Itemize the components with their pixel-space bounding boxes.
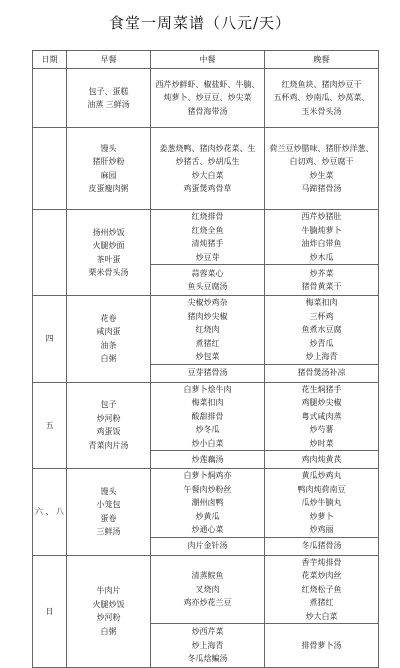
menu-table — [32, 50, 379, 668]
dish-item: 鸡腿炒尖椒 — [301, 398, 342, 407]
dish-item: 炒青瓜 — [309, 338, 334, 348]
dinner-extra-cell — [265, 451, 379, 469]
dish-item: 鸡亦炒花兰豆 — [183, 598, 232, 607]
dish-item: 清炖猪手 — [191, 239, 224, 248]
day-label: 四 — [33, 296, 67, 383]
dish-item: 油炸白带鱼 — [301, 239, 342, 248]
lunch-cell — [151, 469, 265, 538]
dish-item: 炒鸡丽 — [309, 525, 334, 534]
dish-item: 包子 — [100, 400, 117, 410]
dish-item: 西芹炒猪肚 — [301, 212, 342, 221]
dinner-extra-cell — [265, 364, 379, 382]
dish-item: 火腿炒饭 — [92, 599, 125, 609]
dish-item: 炖萝卜、炒豆豆、炒尖菜 — [163, 93, 252, 103]
menu-body — [33, 69, 379, 668]
dinner-cell — [265, 296, 379, 365]
dish-item: 红烧松子鱼 — [301, 584, 342, 594]
breakfast-cell — [67, 210, 151, 296]
dish-item: 花菜炒肉丝 — [301, 571, 342, 580]
dinner-cell — [265, 210, 379, 265]
day-row — [33, 69, 379, 128]
dish-item: 猪肝炒粉 — [92, 157, 125, 166]
dish-item: 栗米骨头汤 — [88, 268, 129, 277]
dish-item: 猪骨煲汤补凉 — [297, 368, 346, 378]
day-label — [33, 210, 67, 296]
dish-item: 油条 — [100, 340, 117, 350]
dish-item: 潮州卤鸭 — [191, 498, 224, 507]
lunch-extra-cell — [151, 451, 265, 469]
dish-item: 白萝卜烩牛肉 — [183, 384, 232, 394]
dish-item: 炒时菜 — [309, 438, 334, 448]
breakfast-cell — [67, 128, 151, 210]
dish-item: 瓜炒牛腩丸 — [301, 498, 342, 507]
dish-item: 炒芍薯 — [309, 425, 334, 434]
dish-item: 火腿炒面 — [92, 241, 125, 250]
lunch-extra-cell — [151, 624, 265, 668]
dish-item: 梅菜扣肉 — [191, 398, 224, 407]
breakfast-cell — [67, 555, 151, 668]
dish-item: 猪骨黄菜干 — [301, 282, 342, 291]
dish-item: 鸡蛋煲鸡骨草 — [183, 184, 232, 193]
day-row — [33, 210, 379, 265]
day-label — [33, 69, 67, 128]
dish-item: 青菜肉片汤 — [88, 440, 129, 450]
dish-item: 炒冬瓜 — [195, 425, 220, 434]
breakfast-cell — [67, 469, 151, 556]
header-breakfast: 早餐 — [67, 51, 151, 69]
dish-item: 三杯鸡 — [309, 311, 334, 321]
dish-item: 西芹炒鲜虾、椒盐虾、牛腩、 — [155, 79, 260, 89]
dish-item: 姜葱烧鸭、猪肉炒花菜、生 — [159, 143, 256, 153]
dish-item: 炒大白菜 — [305, 611, 338, 621]
dinner-extra-cell — [265, 537, 379, 555]
dish-item: 炒包菜 — [195, 352, 220, 361]
dish-item: 炒萝卜 — [309, 511, 334, 521]
dish-item: 炒小白菜 — [191, 438, 224, 448]
dish-item: 香芋炖排骨 — [301, 557, 342, 567]
dish-item: 馒头 — [100, 486, 117, 496]
dish-item: 清蒸鲩鱼 — [191, 571, 224, 580]
header-lunch: 中餐 — [151, 51, 265, 69]
dish-item: 皮蛋瘦肉粥 — [88, 184, 129, 193]
dish-item: 酸甜排骨 — [191, 411, 224, 421]
dish-item: 五杯鸡、炒南瓜、炒莴菜、 — [273, 93, 370, 103]
dish-item: 炒芥菜 — [309, 268, 334, 278]
lunch-cell — [151, 296, 265, 365]
dish-item: 炒猪舌、炒胡瓜生 — [175, 157, 240, 166]
dish-item: 午餐肉炒粉丝 — [183, 484, 232, 494]
dish-item: 玉米骨头汤 — [301, 106, 342, 116]
dish-item: 梅菜扣肉 — [305, 298, 338, 307]
dinner-cell — [265, 382, 379, 451]
day-row — [33, 128, 379, 210]
dinner-cell — [265, 128, 379, 210]
dish-item: 咸肉蛋 — [96, 327, 121, 337]
dish-item: 馒头 — [100, 143, 117, 153]
page-title: 食堂一周菜谱（八元/天） — [108, 14, 292, 32]
dish-item: 尖椒炒鸡杂 — [187, 298, 228, 307]
dinner-extra-cell — [265, 624, 379, 668]
header-date: 日期 — [33, 51, 67, 69]
lunch-extra-cell — [151, 265, 265, 296]
dish-item: 猪肉炒尖椒 — [187, 311, 228, 321]
dish-item: 炒大白菜 — [191, 170, 224, 180]
day-row — [33, 296, 379, 365]
dish-item: 牛腩炖萝卜 — [301, 225, 342, 235]
dish-item: 炒豆芽 — [195, 252, 220, 262]
dish-item: 白粥 — [100, 354, 117, 364]
day-label: 六 、 八 — [33, 469, 67, 556]
breakfast-cell — [67, 296, 151, 383]
dish-item: 炒河粉 — [96, 413, 121, 423]
lunch-cell — [151, 128, 265, 210]
lunch-extra-cell — [151, 364, 265, 382]
dish-item: 炒上海青 — [191, 640, 224, 650]
dish-item: 鱼头豆腐汤 — [187, 282, 228, 291]
dish-item: 冬瓜焓鳊汤 — [187, 654, 228, 664]
dish-item: 鸡肉炖黄芪 — [301, 454, 342, 464]
dish-item: 马蹄猪骨汤 — [301, 184, 342, 193]
dish-item: 蒜蓉菜心 — [191, 268, 224, 278]
dish-item: 炒黄瓜 — [195, 511, 220, 521]
dinner-cell — [265, 69, 379, 128]
dish-item: 白萝卜焖鸡亦 — [183, 471, 232, 480]
breakfast-cell — [67, 69, 151, 128]
lunch-extra-cell — [151, 537, 265, 555]
dish-item: 小笼包 — [96, 500, 121, 510]
dish-item: 煮猪红 — [195, 338, 220, 348]
dish-item: 排骨萝卜汤 — [301, 640, 342, 650]
dish-item: 花生焖猪手 — [301, 384, 342, 394]
dish-item: 炒河粉 — [96, 613, 121, 623]
dish-item: 炒西芹菜 — [191, 627, 224, 637]
dish-item: 红烧鱼块、猪肉炒豆干 — [281, 79, 362, 89]
dish-item: 煮猪红 — [309, 598, 334, 607]
dish-item: 麻园 — [100, 170, 117, 180]
day-row — [33, 555, 379, 624]
dish-item: 炒莲藕汤 — [191, 454, 224, 464]
dish-item: 油蒸 三鲜汤 — [87, 100, 130, 109]
day-label: 五 — [33, 382, 67, 469]
dinner-cell — [265, 555, 379, 624]
dish-item: 鸡蛋饭 — [96, 427, 121, 437]
header-dinner: 晚餐 — [265, 51, 379, 69]
lunch-cell — [151, 382, 265, 451]
dish-item: 包子、蛋糕 — [88, 86, 129, 96]
dish-item: 粤式咸肉蒸 — [301, 411, 342, 421]
dish-item: 冬瓜猪骨汤 — [301, 541, 342, 551]
dinner-extra-cell — [265, 265, 379, 296]
dish-item: 炒木瓜 — [309, 252, 334, 262]
dish-item: 白粥 — [100, 626, 117, 636]
header-row — [33, 51, 379, 69]
dish-item: 扬州炒饭 — [92, 227, 125, 237]
dish-item: 红烧排骨 — [191, 212, 224, 221]
dish-item: 豆芽猪骨汤 — [187, 368, 228, 378]
day-row — [33, 382, 379, 451]
dish-item: 炒生菜 — [309, 170, 334, 180]
dish-item: 白切鸡、炒豆腐干 — [289, 157, 354, 166]
day-row — [33, 469, 379, 538]
dish-item: 三鲜汤 — [96, 527, 121, 537]
dish-item: 鸭肉炖荷南豆 — [297, 484, 346, 494]
dish-item: 炒通心菜 — [191, 525, 224, 534]
day-label: 日 — [33, 555, 67, 668]
lunch-cell — [151, 555, 265, 624]
dish-item: 叉烧肉 — [195, 584, 220, 594]
breakfast-cell — [67, 382, 151, 469]
dish-item: 炒上海青 — [305, 352, 338, 361]
dish-item: 红烧肉 — [195, 325, 220, 334]
dish-item: 蛋卷 — [100, 513, 117, 523]
dish-item: 猪骨海带汤 — [187, 106, 228, 116]
dish-item: 肉片金针汤 — [187, 541, 228, 551]
dish-item: 牛肉片 — [96, 586, 121, 596]
dish-item: 花卷 — [100, 313, 117, 323]
dish-item: 鱼煮水豆腐 — [301, 325, 342, 334]
dinner-cell — [265, 469, 379, 538]
lunch-cell — [151, 69, 265, 128]
dish-item: 红烧全鱼 — [191, 225, 224, 235]
lunch-cell — [151, 210, 265, 265]
day-label — [33, 128, 67, 210]
dish-item: 荷兰豆炒腊味、猪肝炒洋葱、 — [269, 143, 374, 153]
dish-item: 茶叶蛋 — [96, 254, 121, 264]
dish-item: 黄瓜炒鸡丸 — [301, 471, 342, 480]
